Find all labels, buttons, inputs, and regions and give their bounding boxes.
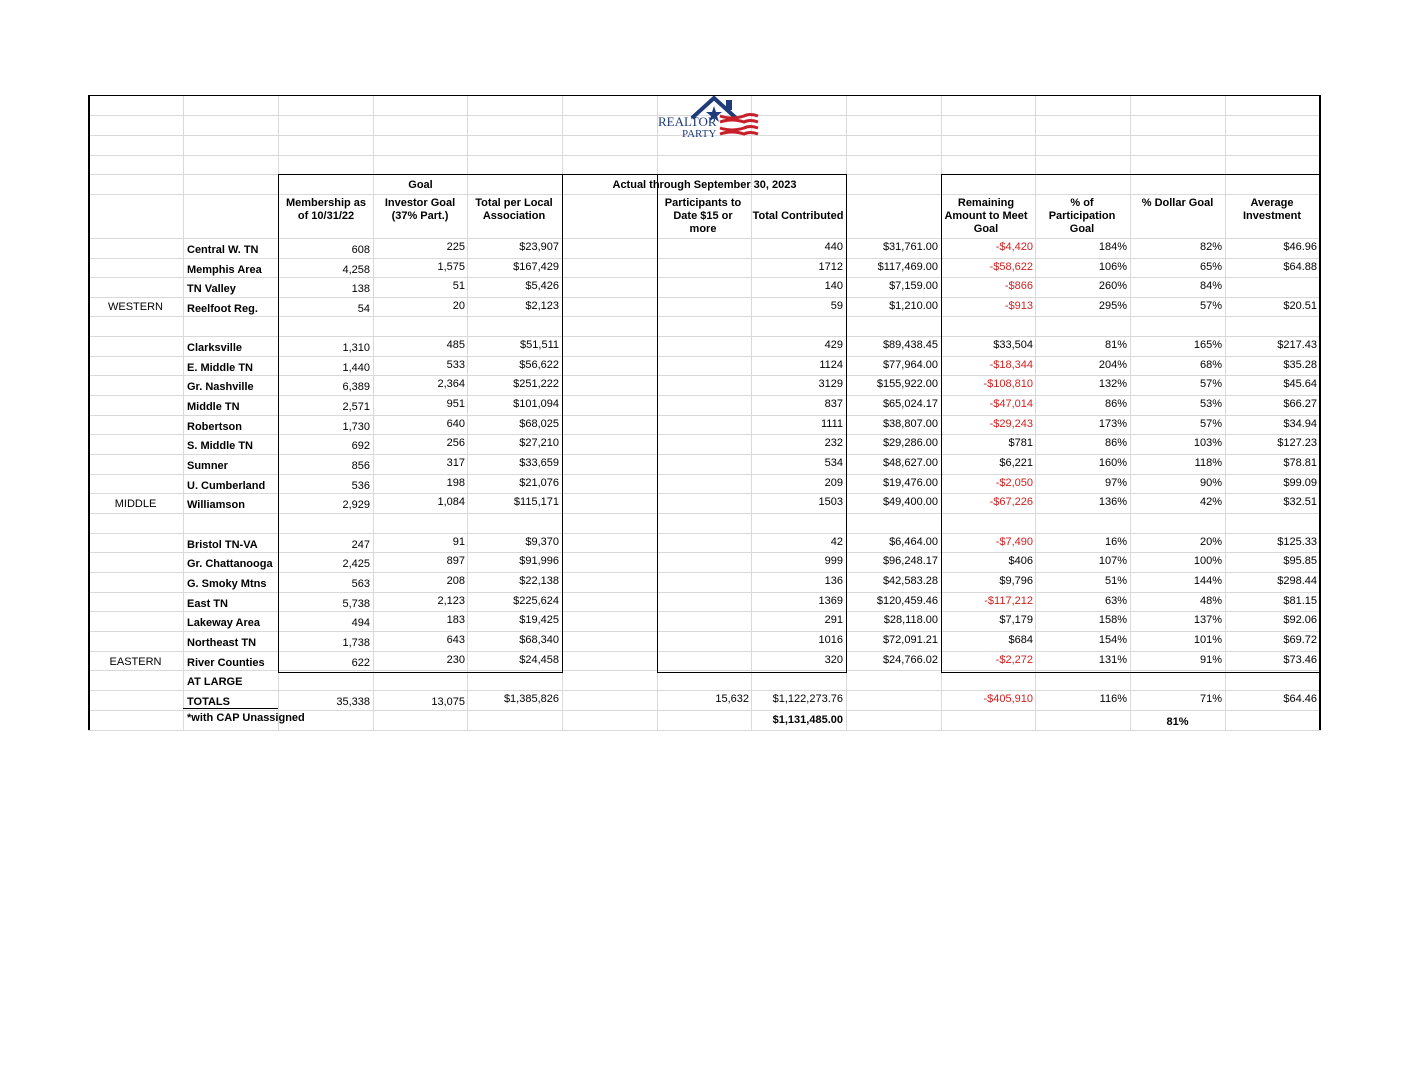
pct-dollar-value: 48% [1199,595,1222,607]
realtor-party-logo [654,96,764,144]
investor-goal-value: 2,364 [437,378,465,390]
participants-value: 209 [824,477,843,489]
at-large-label: AT LARGE [187,676,243,688]
gridline-horizontal [88,572,1321,573]
avg-investment-value: $95.85 [1283,555,1317,567]
investor-goal-value: 643 [446,634,465,646]
pct-participation-value: 158% [1098,614,1127,626]
pct-dollar-value: 84% [1199,280,1222,292]
pct-participation-value: 51% [1104,575,1127,587]
gridline-horizontal [88,277,1321,278]
totals-participants: 15,632 [715,693,749,705]
total-per-local-value: $68,340 [519,634,559,646]
participants-value: 232 [824,437,843,449]
gridline-horizontal [88,155,1321,156]
pct-dollar-value: 68% [1199,359,1222,371]
membership-value: 494 [351,617,370,629]
membership-value: 692 [351,440,370,452]
investor-goal-value: 225 [446,241,465,253]
gridline-horizontal [88,611,1321,612]
investor-goal-value: 208 [446,575,465,587]
total-per-local-value: $51,511 [520,339,559,351]
participants-value: 837 [824,398,843,410]
participants-value: 291 [824,614,843,626]
gridline-horizontal [88,552,1321,553]
participants-value: 320 [824,654,843,666]
actual-group-header: Actual through September 30, 2023 [612,179,797,191]
pct-dollar-column-header: % Dollar Goal [1141,197,1214,209]
total-contributed-value: $96,248.17 [882,555,938,567]
pct-participation-value: 260% [1098,280,1127,292]
logo-text-party: PARTY [682,128,717,140]
gridline-horizontal [88,710,1321,711]
pct-participation-value: 295% [1098,300,1127,312]
goal-box-border [278,174,563,175]
participants-value: 1369 [818,595,843,607]
remaining-value: -$29,243 [989,418,1033,430]
actual-box-border [562,174,847,175]
remaining-value: -$913 [1004,300,1033,312]
remaining-value: -$4,420 [995,241,1033,253]
remaining-column-header: Remaining Amount to Meet Goal [944,197,1028,235]
participants-column-header: Participants to Date $15 or more [664,197,742,235]
remaining-value: -$108,810 [983,378,1033,390]
avg-investment-value: $69.72 [1283,634,1317,646]
pct-participation-value: 16% [1104,536,1127,548]
remaining-value: -$18,344 [989,359,1033,371]
total-per-local-value: $21,076 [519,477,559,489]
membership-value: 1,730 [342,421,370,433]
cap-unassigned-label: *with CAP Unassigned [187,712,305,724]
pct-participation-value: 136% [1098,496,1127,508]
investor-goal-value: 1,575 [437,261,465,273]
pct-dollar-value: 42% [1199,496,1222,508]
logo-stripe [720,115,758,119]
pct-participation-value: 132% [1098,378,1127,390]
participants-value: 1712 [818,261,843,273]
association-name: Memphis Area [187,264,262,276]
pct-participation-value: 81% [1104,339,1127,351]
avg-investment-value: $73.46 [1283,654,1317,666]
avg-investment-value: $92.06 [1283,614,1317,626]
pct-dollar-value: 137% [1193,614,1222,626]
membership-column-header: Membership as of 10/31/22 [285,197,367,222]
pct-dollar-value: 53% [1199,398,1222,410]
total-per-local-value: $101,094 [513,398,559,410]
gridline-horizontal [88,194,1321,195]
membership-value: 536 [351,480,370,492]
remaining-value: -$866 [1004,280,1033,292]
association-name: G. Smoky Mtns [187,578,267,590]
participants-value: 1503 [818,496,843,508]
membership-value: 856 [351,460,370,472]
totals-membership: 35,338 [336,696,370,708]
total-per-local-value: $27,210 [519,437,559,449]
gridline-horizontal [88,336,1321,337]
gridline-horizontal [88,297,1321,298]
logo-stripe [720,127,758,131]
logo-text-realtor: REALTOR [658,114,717,129]
remaining-value: -$47,014 [989,398,1033,410]
pct-participation-value: 107% [1098,555,1127,567]
association-name: East TN [187,598,228,610]
totals-investor-goal: 13,075 [431,696,465,708]
pct-dollar-value: 82% [1199,241,1222,253]
membership-value: 138 [351,283,370,295]
association-name: Clarksville [187,342,243,354]
investor-goal-value: 897 [446,555,465,567]
remaining-value: $33,504 [993,339,1033,351]
total-per-local-value: $2,123 [525,300,559,312]
total-contributed-value: $24,766.02 [882,654,938,666]
total-contributed-value: $72,091.21 [882,634,938,646]
pct-participation-value: 204% [1098,359,1127,371]
total-contributed-value: $31,761.00 [882,241,938,253]
gridline-horizontal [88,533,1321,534]
total-per-local-column-header: Total per Local Association [475,197,553,222]
pct-dollar-value: 100% [1193,555,1222,567]
pct-participation-value: 131% [1098,654,1127,666]
membership-value: 1,440 [342,362,370,374]
participants-value: 429 [824,339,843,351]
remaining-value: -$67,226 [989,496,1033,508]
participants-value: 1124 [819,359,843,371]
total-contributed-value: $29,286.00 [882,437,938,449]
pct-dollar-value: 57% [1199,418,1222,430]
gridline-horizontal [88,730,1321,731]
spreadsheet [88,95,1321,730]
participants-value: 59 [830,300,843,312]
total-contributed-value: $6,464.00 [889,536,938,548]
association-name: Bristol TN-VA [187,539,258,551]
goal-box-border [562,174,563,673]
avg-investment-value: $45.64 [1283,378,1317,390]
total-per-local-value: $19,425 [519,614,559,626]
total-per-local-value: $167,429 [513,261,559,273]
sheet-left-border [88,95,90,730]
investor-goal-value: 1,084 [437,496,465,508]
gridline-horizontal [88,493,1321,494]
association-name: S. Middle TN [187,440,253,452]
remaining-value: $406 [1008,555,1033,567]
investor-goal-value: 198 [446,477,465,489]
region-label-middle: MIDDLE [114,498,157,510]
pct-dollar-value: 57% [1199,378,1222,390]
investor-goal-value: 317 [446,457,465,469]
avg-investment-value: $66.27 [1283,398,1317,410]
membership-value: 2,571 [342,401,370,413]
logo-stripe [720,132,758,134]
total-per-local-value: $23,907 [519,241,559,253]
investor-goal-value: 2,123 [437,595,465,607]
membership-value: 247 [351,539,370,551]
pct-dollar-value: 90% [1199,477,1222,489]
pct-participation-value: 86% [1104,437,1127,449]
membership-value: 622 [351,657,370,669]
pct-dollar-value: 65% [1199,261,1222,273]
total-contributed-value: $117,469.00 [877,261,938,273]
totals-avg-investment: $64.46 [1283,693,1317,705]
total-per-local-value: $251,222 [513,378,559,390]
avg-investment-value: $20.51 [1283,300,1317,312]
gridline-horizontal [88,395,1321,396]
logo-stripe [720,120,758,122]
actual-box-border [657,672,847,673]
investor-goal-value: 91 [452,536,465,548]
gridline-horizontal [88,375,1321,376]
summary-box-border [941,672,1319,673]
gridline-horizontal [88,356,1321,357]
total-per-local-value: $33,659 [519,457,559,469]
membership-value: 2,929 [342,499,370,511]
remaining-value: -$58,622 [989,261,1033,273]
avg-investment-column-header: Average Investment [1242,197,1302,222]
gridline-horizontal [88,513,1321,514]
avg-investment-value: $99.09 [1283,477,1317,489]
gridline-horizontal [88,690,1321,691]
remaining-value: $9,796 [999,575,1033,587]
goal-box-border [278,672,563,673]
association-name: Gr. Nashville [187,381,254,393]
pct-participation-value: 184% [1098,241,1127,253]
avg-investment-value: $125.33 [1277,536,1317,548]
totals-pct-participation: 116% [1099,693,1127,705]
association-name: Robertson [187,421,242,433]
totals-total-per-local: $1,385,826 [503,693,559,705]
investor-goal-value: 951 [446,398,465,410]
association-name: Central W. TN [187,244,259,256]
total-contributed-value: $120,459.46 [876,595,938,607]
participants-value: 1016 [818,634,843,646]
gridline-horizontal [88,631,1321,632]
actual-box-border [657,174,658,673]
gridline-horizontal [88,415,1321,416]
membership-value: 6,389 [342,381,370,393]
avg-investment-value: $34.94 [1283,418,1317,430]
investor-goal-value: 20 [452,300,465,312]
totals-remaining: -$405,910 [983,693,1033,705]
participants-value: 140 [824,280,843,292]
total-contributed-value: $1,210.00 [889,300,938,312]
cap-pct-dollar: 81% [1166,716,1189,728]
total-per-local-value: $68,025 [519,418,559,430]
association-name: Reelfoot Reg. [187,303,258,315]
pct-participation-value: 86% [1104,398,1127,410]
participants-value: 1111 [820,418,843,430]
avg-investment-value: $217.43 [1277,339,1317,351]
remaining-value: -$117,212 [984,595,1033,607]
pct-participation-value: 106% [1098,261,1127,273]
remaining-value: -$7,490 [995,536,1033,548]
total-per-local-value: $225,624 [513,595,559,607]
total-per-local-value: $24,458 [519,654,559,666]
total-contributed-value: $19,476.00 [882,477,938,489]
total-contributed-value: $89,438.45 [882,339,938,351]
participants-value: 136 [824,575,843,587]
avg-investment-value: $127.23 [1277,437,1317,449]
remaining-value: $781 [1008,437,1033,449]
gridline-horizontal [88,258,1321,259]
pct-dollar-value: 91% [1199,654,1222,666]
participants-value: 440 [824,241,843,253]
membership-value: 608 [351,244,370,256]
total-contributed-column-header: Total Contributed [752,210,844,222]
pct-dollar-value: 101% [1193,634,1222,646]
totals-pct-dollar: 71% [1199,693,1222,705]
investor-goal-value: 640 [446,418,465,430]
membership-value: 4,258 [342,264,370,276]
investor-goal-value: 230 [446,654,465,666]
avg-investment-value: $35.28 [1283,359,1317,371]
pct-participation-value: 63% [1104,595,1127,607]
gridline-horizontal [88,651,1321,652]
participants-value: 3129 [818,378,843,390]
membership-value: 563 [351,578,370,590]
avg-investment-value: $298.44 [1277,575,1317,587]
investor-goal-value: 485 [446,339,465,351]
total-per-local-value: $91,996 [519,555,559,567]
avg-investment-value: $81.15 [1283,595,1317,607]
total-contributed-value: $65,024.17 [882,398,938,410]
association-name: Gr. Chattanooga [187,558,273,570]
gridline-horizontal [88,670,1321,671]
total-contributed-value: $42,583.28 [882,575,938,587]
pct-dollar-value: 144% [1193,575,1222,587]
association-name: U. Cumberland [187,480,266,492]
participants-value: 999 [824,555,843,567]
totals-contributed: $1,122,273.76 [772,693,843,705]
pct-dollar-value: 118% [1194,457,1222,469]
participants-value: 42 [830,536,843,548]
gridline-horizontal [88,434,1321,435]
total-contributed-value: $155,922.00 [876,378,938,390]
total-contributed-value: $48,627.00 [882,457,938,469]
pct-dollar-value: 165% [1193,339,1222,351]
association-name: Sumner [187,460,228,472]
association-name: River Counties [187,657,265,669]
total-per-local-value: $115,171 [513,496,559,508]
avg-investment-value: $46.96 [1283,241,1317,253]
goal-group-header: Goal [408,179,433,191]
investor-goal-value: 183 [446,614,465,626]
pct-dollar-value: 20% [1199,536,1222,548]
sheet-right-border [1319,95,1321,730]
total-contributed-value: $7,159.00 [889,280,938,292]
total-contributed-value: $49,400.00 [882,496,938,508]
participants-value: 534 [824,457,843,469]
total-per-local-value: $5,426 [525,280,559,292]
investor-goal-value: 256 [446,437,465,449]
membership-value: 1,310 [342,342,370,354]
association-name: Northeast TN [187,637,257,649]
gridline-horizontal [88,238,1321,239]
pct-participation-value: 154% [1098,634,1127,646]
gridline-horizontal [88,454,1321,455]
pct-participation-column-header: % of Participation Goal [1048,197,1116,235]
region-label-western: WESTERN [108,301,163,313]
investor-goal-value: 51 [452,280,465,292]
pct-dollar-value: 57% [1199,300,1222,312]
association-name: Lakeway Area [187,617,260,629]
investor-goal-value: 533 [446,359,465,371]
logo-chimney [726,100,732,110]
total-contributed-value: $28,118.00 [883,614,938,626]
remaining-value: $684 [1008,634,1033,646]
association-name: TN Valley [187,283,236,295]
remaining-value: -$2,272 [995,654,1033,666]
totals-label: TOTALS [187,696,230,708]
total-per-local-value: $56,622 [519,359,559,371]
remaining-value: $6,221 [999,457,1033,469]
membership-value: 5,738 [342,598,370,610]
pct-dollar-value: 103% [1193,437,1222,449]
avg-investment-value: $64.88 [1283,261,1317,273]
total-per-local-value: $22,138 [519,575,559,587]
total-contributed-value: $77,964.00 [882,359,938,371]
remaining-value: $7,179 [999,614,1033,626]
avg-investment-value: $32.51 [1283,496,1317,508]
remaining-value: -$2,050 [995,477,1033,489]
association-name: E. Middle TN [187,362,253,374]
avg-investment-value: $78.81 [1283,457,1317,469]
association-name: Williamson [187,499,245,511]
region-label-eastern: EASTERN [109,656,162,668]
total-contributed-value: $38,807.00 [882,418,938,430]
pct-participation-value: 160% [1098,457,1127,469]
membership-value: 2,425 [342,558,370,570]
association-name: Middle TN [187,401,240,413]
gridline-horizontal [88,316,1321,317]
pct-participation-value: 97% [1104,477,1127,489]
pct-participation-value: 173% [1098,418,1127,430]
gridline-horizontal [88,474,1321,475]
summary-box-border [941,174,1319,175]
total-per-local-value: $9,370 [525,536,559,548]
gridline-horizontal [88,592,1321,593]
membership-value: 1,738 [342,637,370,649]
cap-total-contributed: $1,131,485.00 [772,714,843,726]
investor-goal-column-header: Investor Goal (37% Part.) [384,197,456,222]
gridline-vertical [183,95,184,730]
membership-value: 54 [357,303,370,315]
